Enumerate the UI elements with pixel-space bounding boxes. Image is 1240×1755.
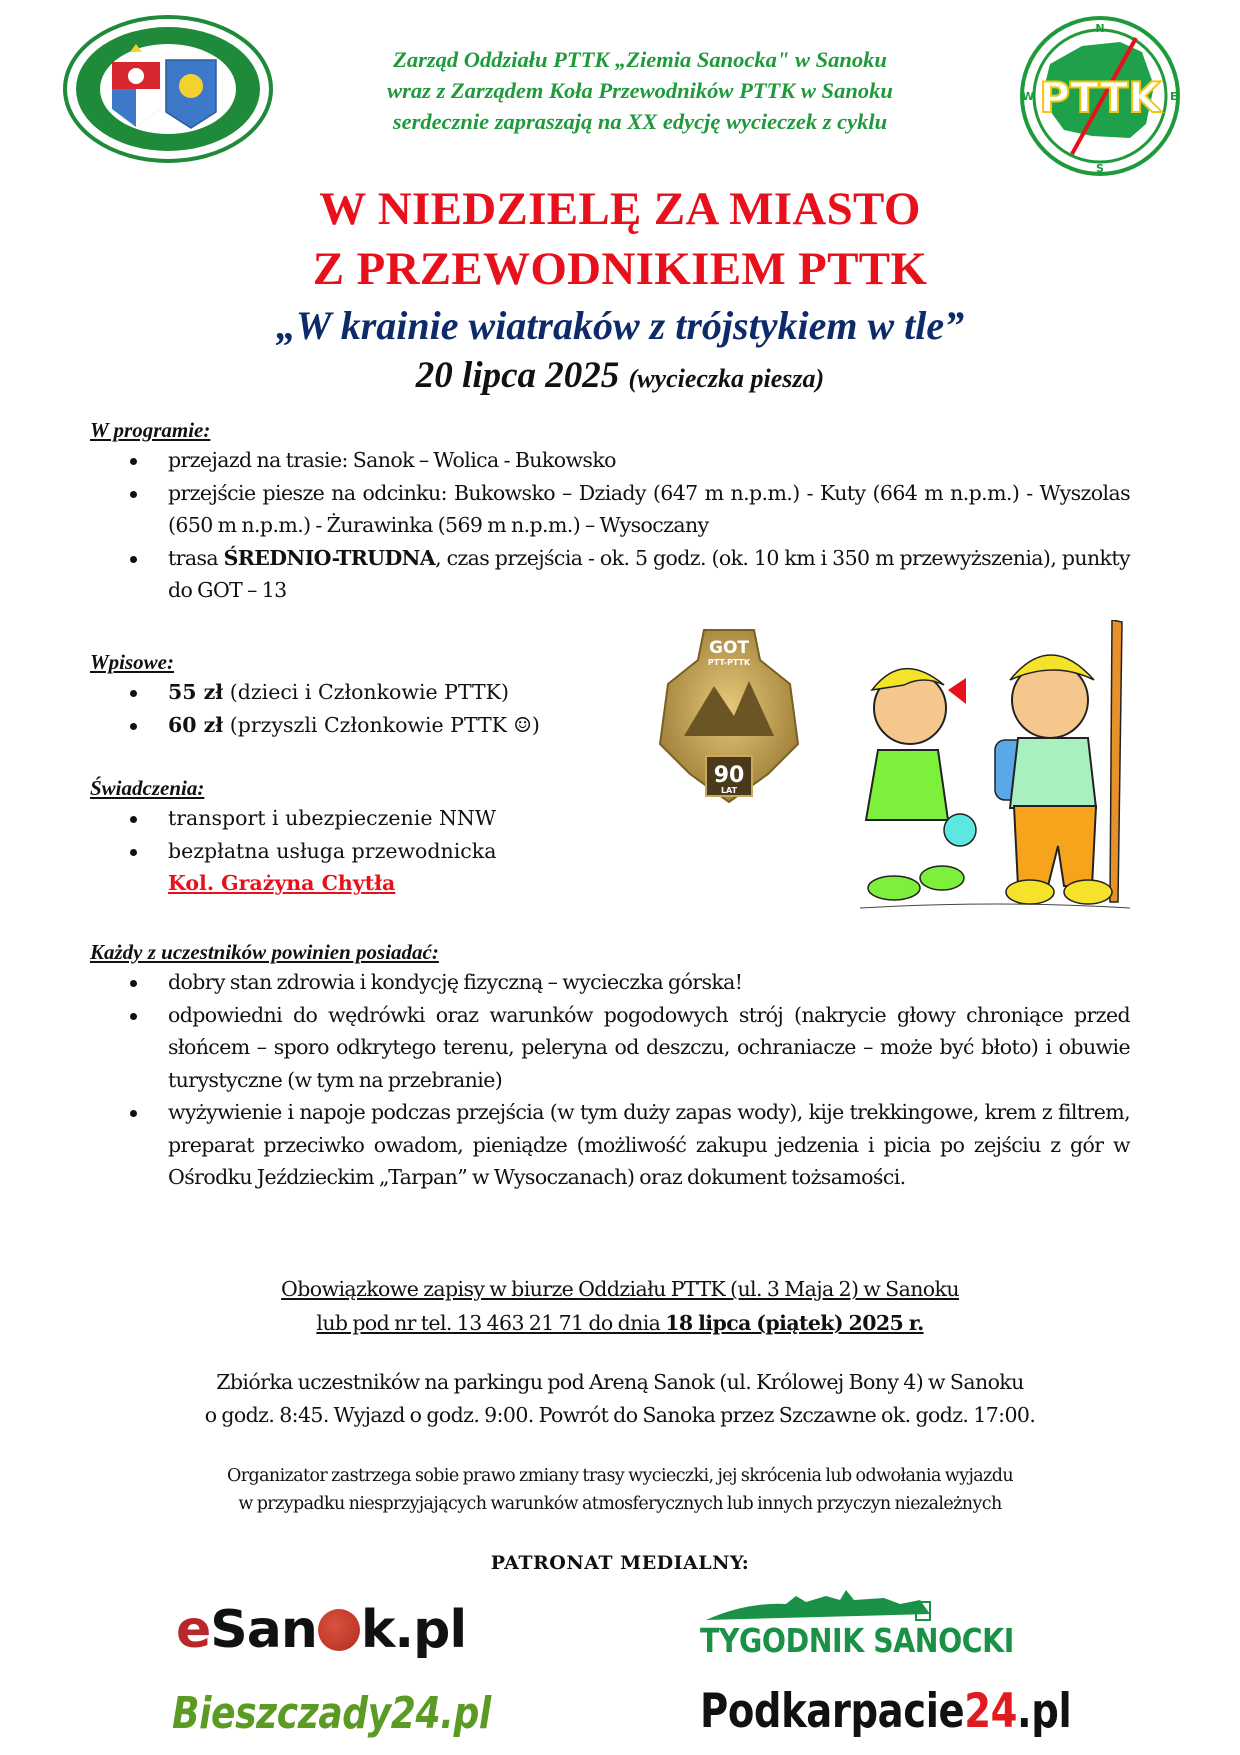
svg-text:LAT: LAT xyxy=(720,786,738,795)
svg-text:N: N xyxy=(1095,22,1105,35)
intro-line: wraz z Zarządem Koła Przewodników PTTK w Sanoku xyxy=(387,78,893,103)
intro-line: serdecznie zapraszają na XX edycję wycieczek z cyklu xyxy=(392,109,888,134)
tygodnik-sanocki-logo: TYGODNIK SANOCKI xyxy=(700,1590,1085,1660)
fee-section xyxy=(90,648,630,741)
registration-line-2: lub pod nr tel. 13 463 21 71 do dnia 18 lipca (piątek) 2025 r. xyxy=(316,1311,924,1335)
program-item: trasa ŚREDNIO-TRUDNA, czas przejścia - ok. 5 godz. (ok. 10 km i 350 m przewyższenia), punkty do GOT – 13 xyxy=(90,542,1130,607)
organizer-disclaimer: Organizator zastrzega sobie prawo zmiany trasy wycieczki, jej skrócenia lub odwołania wyjazdu w przypadku niesprzyjających warunków atmosferycznych lub innych przyczyn niezależnych xyxy=(226,1466,1014,1514)
hiking-kids-illustration xyxy=(850,620,1140,920)
fee-amount: 60 zł xyxy=(168,712,224,737)
svg-text:PTT-PTTK: PTT-PTTK xyxy=(707,658,751,667)
svg-text:90: 90 xyxy=(713,763,745,788)
globe-icon xyxy=(318,1609,360,1651)
got-badge-image xyxy=(654,626,804,806)
trip-date xyxy=(0,354,1240,401)
fee-item: 60 zł (przyszli Członkowie PTTK ☺) xyxy=(90,709,630,742)
program-heading: W programie: xyxy=(90,418,211,442)
meeting-line-2: o godz. 8:45. Wyjazd o godz. 9:00. Powrót do Sanoka przez Szczawne ok. godz. 17:00. xyxy=(204,1403,1036,1427)
requirement-item: dobry stan zdrowia i kondycję fizyczną – wycieczka górska! xyxy=(90,966,1130,999)
requirement-item: wyżywienie i napoje podczas przejścia (w tym duży zapas wody), kije trekkingowe, krem z filtrem, preparat przeciwko owadom, pieniądze (możliwość zakupu jedzenia i picia po zejściu z gór w Ośrodku Jeździeckim „Tarpan” w Wysoczanach) oraz dokument tożsamości. xyxy=(90,1096,1130,1194)
fee-amount: 55 zł xyxy=(168,680,224,704)
svg-text:S: S xyxy=(1096,162,1104,175)
svg-text:W: W xyxy=(1022,90,1035,103)
benefit-item: bezpłatna usługa przewodnicka Kol. Grażyna Chytła xyxy=(90,835,630,900)
trip-name: „W krainie wiatraków z trójstykiem w tle” xyxy=(275,303,965,348)
svg-text:PTTK: PTTK xyxy=(1039,73,1161,122)
requirements-section xyxy=(90,938,1130,1194)
registration-deadline: 18 lipca (piątek) 2025 r. xyxy=(665,1311,924,1335)
program-section xyxy=(90,416,1130,607)
benefits-heading: Świadczenia: xyxy=(90,776,205,800)
intro-line: Zarząd Oddziału PTTK „Ziemia Sanocka" w Sanoku xyxy=(393,47,887,72)
svg-text:GOT: GOT xyxy=(708,638,750,658)
castle-skyline-icon xyxy=(706,1590,1076,1624)
program-item: przejazd na trasie: Sanok – Wolica - Bukowsko xyxy=(90,444,1130,477)
registration-info xyxy=(0,1272,1240,1340)
bieszczady24-logo: Bieszczady24.pl xyxy=(172,1688,491,1739)
benefit-item: transport i ubezpieczenie NNW xyxy=(90,802,630,835)
fee-heading: Wpisowe: xyxy=(90,650,174,674)
difficulty: ŚREDNIO-TRUDNA xyxy=(223,545,436,570)
pttk-compass-logo xyxy=(1012,12,1188,180)
pttk-sanok-guides-logo xyxy=(62,14,274,164)
main-title-line-1: W NIEDZIELĘ ZA MIASTO xyxy=(319,183,921,235)
svg-text:E: E xyxy=(1170,90,1178,103)
organizer-intro xyxy=(290,44,990,137)
benefits-section xyxy=(90,774,630,900)
registration-line-1: Obowiązkowe zapisy w biurze Oddziału PTTK (ul. 3 Maja 2) w Sanoku xyxy=(281,1277,959,1301)
requirement-item: odpowiedni do wędrówki oraz warunków pogodowych strój (nakrycie głowy chroniące przed słońcem – sporo odkrytego terenu, peleryna od deszczu, ochraniacze – może być błoto) i obuwie turystyczne (w tym na przebranie) xyxy=(90,999,1130,1097)
fee-item: 55 zł (dzieci i Członkowie PTTK) xyxy=(90,676,630,709)
meeting-info xyxy=(0,1366,1240,1432)
requirements-heading: Każdy z uczestników powinien posiadać: xyxy=(90,940,439,964)
media-patronage-heading: PATRONAT MEDIALNY: xyxy=(490,1552,750,1574)
date: 20 lipca 2025 xyxy=(415,355,620,396)
main-title-line-2: Z PRZEWODNIKIEM PTTK xyxy=(312,243,928,295)
esanok-logo: eSan k.pl xyxy=(176,1600,467,1660)
podkarpacie24-logo: Podkarpacie24.pl xyxy=(700,1684,1072,1739)
meeting-line-1: Zbiórka uczestników na parkingu pod Areną Sanok (ul. Królowej Bony 4) w Sanoku xyxy=(216,1370,1024,1394)
trip-type: (wycieczka piesza) xyxy=(628,364,825,393)
guide-name: Kol. Grażyna Chytła xyxy=(168,871,396,895)
program-item: przejście piesze na odcinku: Bukowsko – Dziady (647 m n.p.m.) - Kuty (664 m n.p.m.) - Wyszolas (650 m n.p.m.) - Żurawinka (569 m n.p.m.) – Wysoczany xyxy=(90,477,1130,542)
